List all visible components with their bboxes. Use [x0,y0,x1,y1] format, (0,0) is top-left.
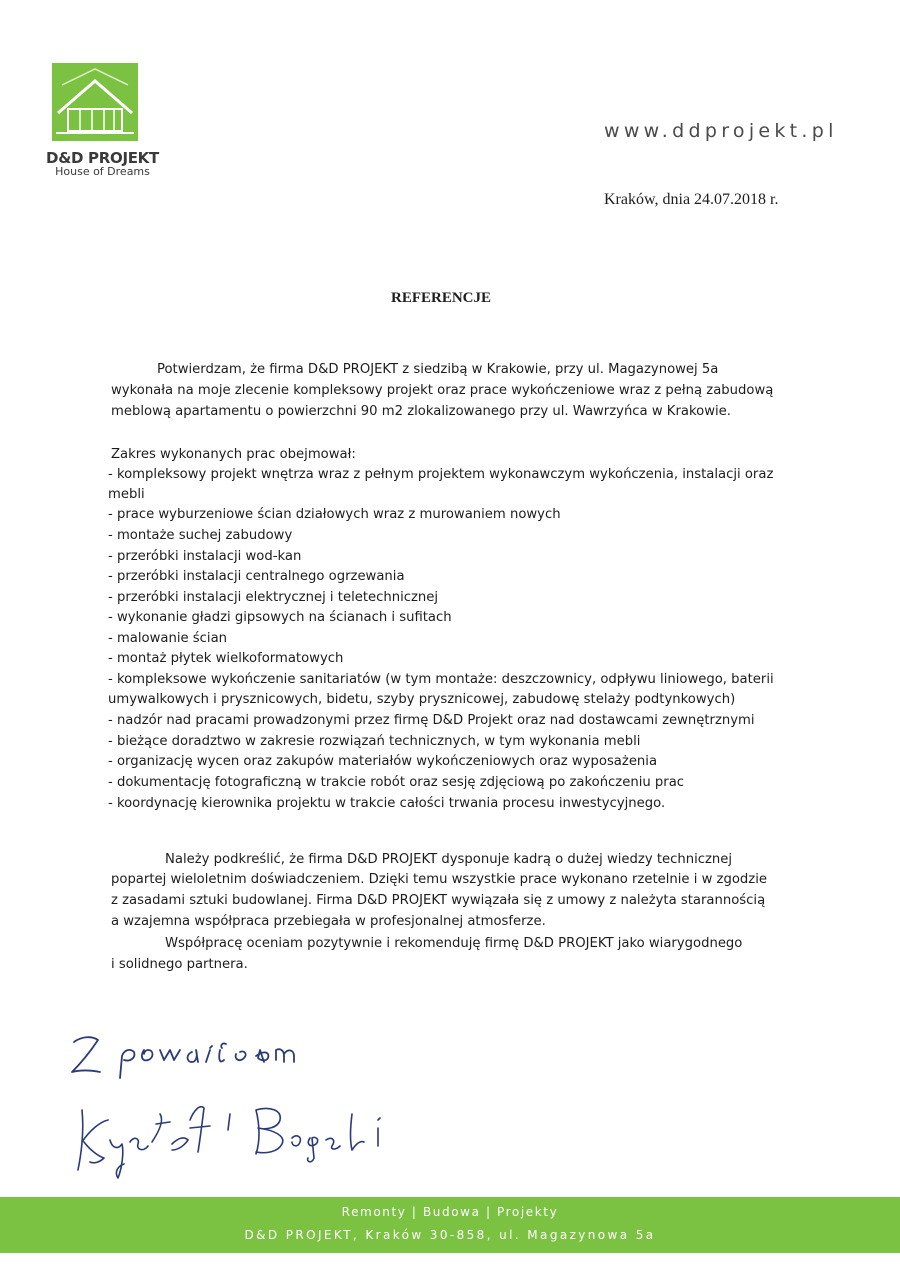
scope-item: - przeróbki instalacji centralnego ogrzewania [108,569,405,584]
closing-line: z zasadami sztuki budowlanej. Firma D&D PROJEKT wywiązała się z umowy z należyta starannością [111,893,766,908]
footer-address: D&D PROJEKT, Kraków 30-858, ul. Magazynowa 5a [244,1228,656,1242]
scope-item: - nadzór nad pracami prowadzonymi przez firmę D&D Projekt oraz nad dostawcami zewnętrznymi [108,713,755,728]
intro-line: Potwierdzam, że firma D&D PROJEKT z siedzibą w Krakowie, przy ul. Magazynowej 5a [157,362,719,377]
logo-tagline: House of Dreams [55,165,150,178]
closing-line: i solidnego partnera. [111,957,248,972]
logo-company-name: D&D PROJEKT [46,149,159,167]
scope-item: - malowanie ścian [108,631,228,646]
scope-heading: Zakres wykonanych prac obejmował: [111,447,356,462]
handwritten-signature [60,1080,460,1190]
scope-item: - koordynację kierownika projektu w trakcie całości trwania procesu inwestycyjnego. [108,796,666,811]
scope-item: - przeróbki instalacji elektrycznej i teletechnicznej [108,590,439,605]
scope-item: mebli [108,487,145,502]
house-logo-icon [52,63,138,141]
website-url: www.ddprojekt.pl [604,120,838,142]
intro-line: meblową apartamentu o powierzchni 90 m2 zlokalizowanego przy ul. Wawrzyńca w Krakowie. [111,404,731,419]
scope-item: - montaż płytek wielkoformatowych [108,651,344,666]
scope-item: - przeróbki instalacji wod-kan [108,549,302,564]
document-date: Kraków, dnia 24.07.2018 r. [604,191,779,208]
scope-item: - bieżące doradztwo w zakresie rozwiązań technicznych, w tym wykonania mebli [108,734,641,749]
footer-bar [0,1197,900,1253]
closing-line: a wzajemna współpraca przebiegała w profesjonalnej atmosferze. [111,914,546,929]
closing-line: Współpracę oceniam pozytywnie i rekomenduję firmę D&D PROJEKT jako wiarygodnego [165,936,743,951]
scope-item: - organizację wycen oraz zakupów materiałów wykończeniowych oraz wyposażenia [108,754,658,769]
scope-item: - kompleksowy projekt wnętrza wraz z pełnym projektem wykonawczym wykończenia, instalacji oraz [108,467,774,482]
scope-item: - wykonanie gładzi gipsowych na ścianach i sufitach [108,610,452,625]
scope-item: - prace wyburzeniowe ścian działowych wraz z murowaniem nowych [108,507,561,522]
closing-line: popartej wieloletnim doświadczeniem. Dzięki temu wszystkie prace wykonano rzetelnie i w zgodzie [111,872,767,887]
scope-item: - kompleksowe wykończenie sanitariatów (w tym montaże: deszczownicy, odpływu liniowego, baterii [108,672,774,687]
scope-item: umywalkowych i prysznicowych, bidetu, szyby prysznicowej, zabudowę stelaży podtynkowych) [108,692,736,707]
scope-item: - dokumentację fotograficzną w trakcie robót oraz sesję zdjęciową po zakończeniu prac [108,775,685,790]
intro-line: wykonała na moje zlecenie kompleksowy projekt oraz prace wykończeniowe wraz z pełną zabudową [111,383,774,398]
closing-line: Należy podkreślić, że firma D&D PROJEKT dysponuje kadrą o dużej wiedzy technicznej [165,852,733,867]
document-title: REFERENCJE [391,290,492,306]
scope-item: - montaże suchej zabudowy [108,528,293,543]
footer-services: Remonty | Budowa | Projekty [341,1205,559,1219]
